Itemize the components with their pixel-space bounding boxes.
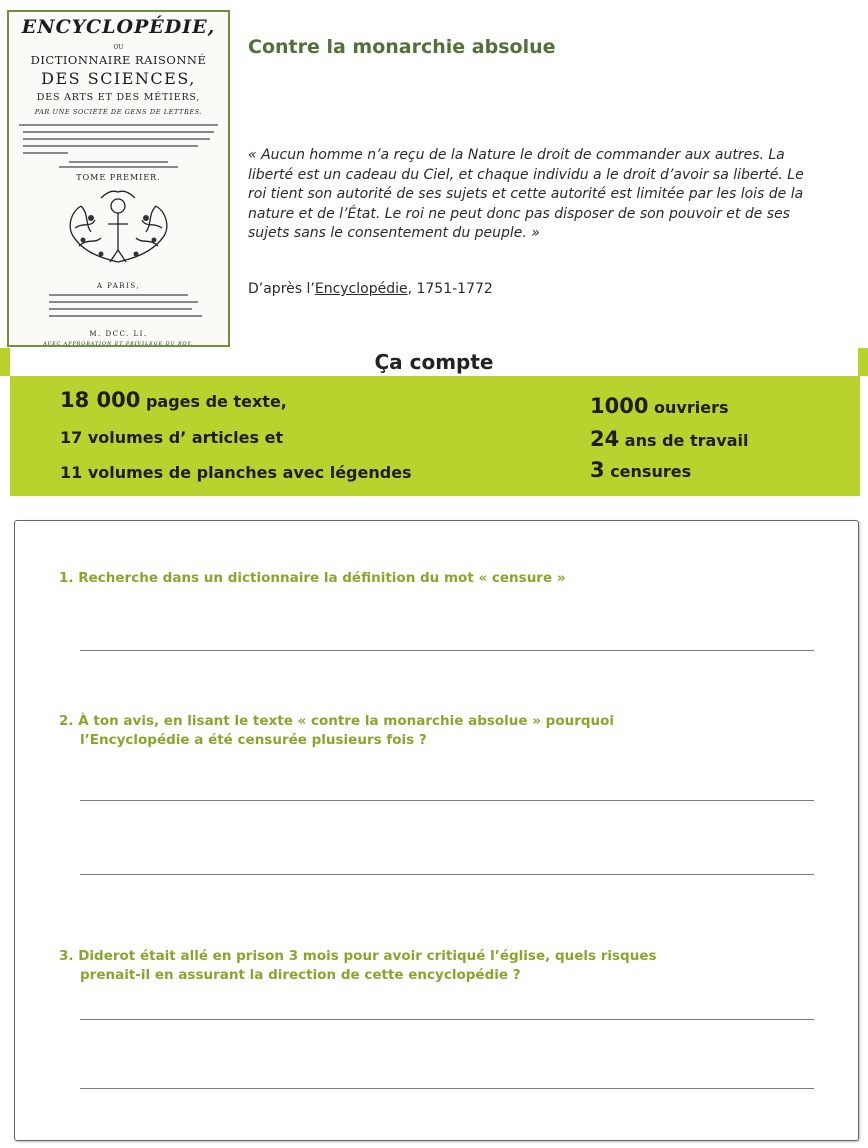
answer-line-3b[interactable]: [80, 1088, 814, 1089]
stats-heading-bar: [0, 348, 868, 376]
stat-value: 1000: [590, 394, 649, 418]
fine-print-line: [23, 138, 210, 140]
section-heading: Contre la monarchie absolue: [248, 36, 556, 58]
questions-box: [14, 520, 859, 1141]
fine-print-line: [49, 301, 198, 303]
title-page-city: A PARIS,: [96, 282, 141, 290]
fine-print-line: [49, 294, 188, 296]
title-page-line1: DICTIONNAIRE RAISONNÉ: [30, 53, 207, 67]
stat-label: 11 volumes de planches avec légendes: [60, 463, 412, 482]
title-page-year: M. DCC. LI.: [89, 330, 148, 338]
stat-years: [590, 427, 749, 451]
stat-value: 24: [590, 427, 620, 451]
title-page-society: PAR UNE SOCIÉTÉ DE GENS DE LETTRES.: [34, 108, 203, 116]
title-page-title: ENCYCLOPÉDIE,: [21, 16, 216, 38]
question-3: [59, 947, 759, 985]
fine-print-line: [49, 315, 202, 317]
stat-label: 17 volumes d’ articles et: [60, 428, 284, 447]
answer-line-2a[interactable]: [80, 800, 814, 801]
stat-value: 18 000: [60, 388, 141, 412]
fine-print-line: [19, 124, 218, 126]
fine-print-line: [23, 152, 68, 154]
answer-line-2b[interactable]: [80, 874, 814, 875]
title-page-ou: OU: [113, 44, 124, 51]
stats-panel: [10, 376, 860, 496]
stat-volumes-articles: [60, 424, 283, 448]
stat-censures: [590, 458, 691, 482]
question-2-line-1: 2. À ton avis, en lisant le texte « contre la monarchie absolue » pourquoi: [59, 713, 615, 729]
question-3-line-2: prenait-il en assurant la direction de cette encyclopédie ?: [80, 967, 521, 983]
stat-label: pages de texte,: [140, 392, 287, 411]
title-page-tome: TOME PREMIER.: [76, 173, 161, 182]
question-1: 1. Recherche dans un dictionnaire la définition du mot « censure »: [59, 570, 566, 586]
stat-value: 3: [590, 458, 605, 482]
answer-line-3a[interactable]: [80, 1019, 814, 1020]
fine-print-line: [59, 166, 178, 168]
stat-pages: [60, 388, 287, 412]
title-page-line2: DES SCIENCES,: [41, 69, 196, 88]
source-work: Encyclopédie: [314, 281, 408, 297]
fine-print-line: [23, 131, 214, 133]
fine-print-line: [23, 145, 198, 147]
stats-heading: Ça compte: [374, 350, 494, 374]
fine-print-line: [49, 308, 192, 310]
answer-line-1[interactable]: [80, 650, 814, 651]
title-page-line3: DES ARTS ET DES MÉTIERS,: [36, 92, 201, 103]
stat-label: censures: [604, 462, 692, 481]
quotation-source: [248, 281, 493, 297]
source-suffix: , 1751-1772: [407, 281, 493, 297]
source-prefix: D’après l’: [248, 281, 315, 297]
engraved-vignette-icon: [61, 188, 176, 270]
question-2: [59, 712, 759, 750]
stat-label: ouvriers: [648, 398, 729, 417]
fine-print-line: [69, 161, 168, 163]
question-2-line-2: l’Encyclopédie a été censurée plusieurs fois ?: [80, 732, 427, 748]
title-page-approbation: AVEC APPROBATION ET PRIVILEGE DU ROY.: [43, 342, 194, 347]
question-3-line-1: 3. Diderot était allé en prison 3 mois pour avoir critiqué l’église, quels risques: [59, 948, 657, 964]
stat-volumes-planches: [60, 459, 412, 483]
stat-workers: [590, 394, 728, 418]
stat-label: ans de travail: [619, 431, 749, 450]
quotation: « Aucun homme n’a reçu de la Nature le droit de commander aux autres. La liberté est un cadeau du Ciel, et chaque individu a le droit d’avoir sa liberté. Le roi tient son autorité de ses sujets et cette autorité est limitée par les lois de la nature et de l’État. Le roi ne peut donc pas disposer de son pouvoir et de ses sujets sans le consentement du peuple. »: [248, 147, 804, 241]
encyclopedie-title-page: [7, 10, 230, 347]
